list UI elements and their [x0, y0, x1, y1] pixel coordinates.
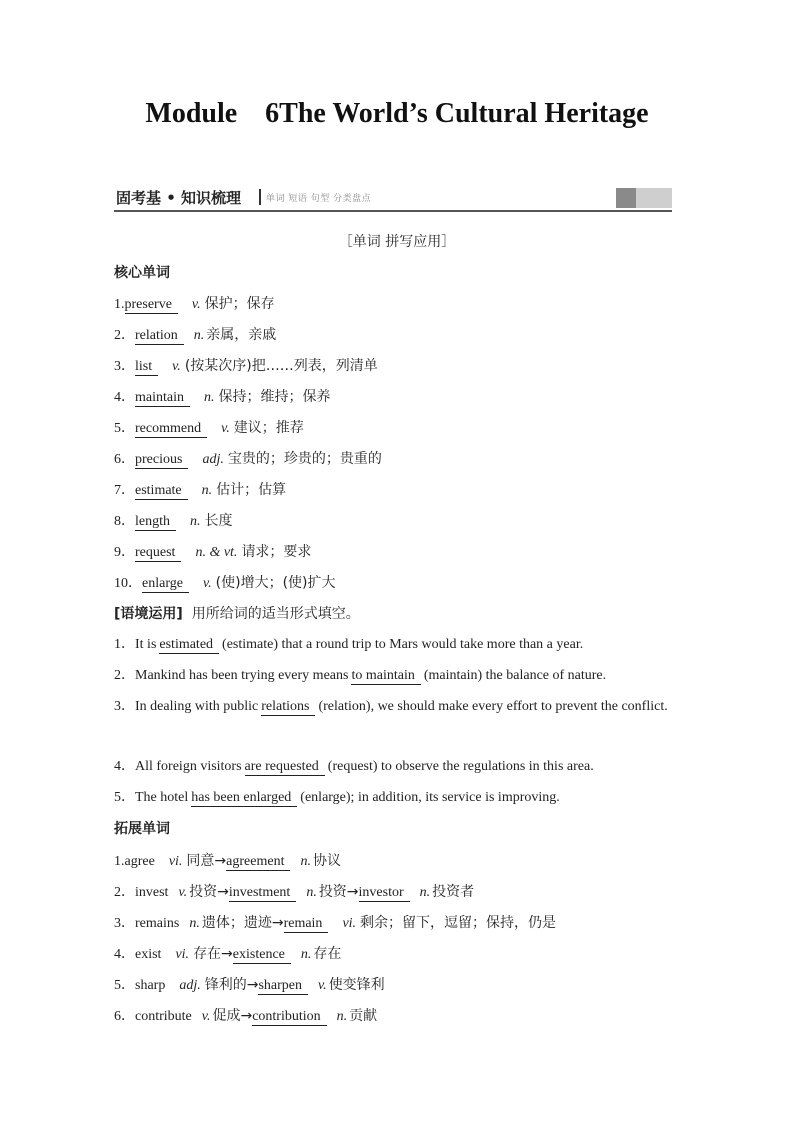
item-number: 6．	[114, 1009, 135, 1024]
part-of-speech: n.	[306, 885, 317, 900]
core-item	[114, 479, 286, 500]
item-number: 4．	[114, 390, 135, 405]
answer-blank: sharpen	[258, 978, 308, 995]
answer-blank: estimate	[135, 483, 188, 500]
meaning: 投资者	[432, 884, 475, 900]
item-number: 5．	[114, 978, 135, 993]
extended-item	[114, 1005, 377, 1026]
extended-item	[114, 881, 474, 902]
meaning: 存在→	[193, 946, 233, 962]
answer-blank: enlarge	[142, 576, 189, 593]
answer-blank: maintain	[135, 390, 190, 407]
item-number: 1．	[114, 637, 135, 652]
meaning: 投资→	[318, 884, 359, 900]
item-number: 2．	[114, 668, 135, 683]
part-of-speech: v.	[202, 576, 212, 591]
answer-blank: length	[135, 514, 176, 531]
banner-title: 固考基 • 知识梳理	[116, 189, 242, 207]
meaning: 遗体；遗迹→	[201, 915, 284, 931]
answer-blank: relation	[135, 328, 184, 345]
answer-blank: investment	[229, 885, 296, 902]
item-number: 3．	[114, 359, 135, 374]
sentence-after: (enlarge); in addition, its service is improving.	[300, 790, 560, 805]
sentence-after: (estimate) that a round trip to Mars would take more than a year.	[222, 637, 584, 652]
part-of-speech: n.	[336, 1009, 348, 1024]
item-number: 7．	[114, 483, 135, 498]
sentence-before: The hotel	[135, 790, 189, 805]
core-item	[114, 324, 276, 345]
core-words-heading: 核心单词	[114, 265, 170, 281]
core-item	[114, 541, 311, 562]
page-title: Module 6The World’s Cultural Heritage	[145, 98, 649, 129]
part-of-speech: n.	[204, 390, 215, 405]
meaning: 建议；推荐	[233, 420, 304, 436]
sentence-before: It is	[135, 637, 157, 652]
sentence-before: In dealing with public	[135, 699, 259, 714]
answer-blank: remain	[284, 916, 329, 933]
extended-item	[114, 974, 385, 995]
answer-blank: has been enlarged	[191, 790, 297, 807]
meaning: 亲属，亲戚	[206, 327, 277, 343]
part-of-speech: v.	[172, 359, 181, 374]
part-of-speech: vi.	[342, 916, 357, 931]
extended-words-heading: 拓展单词	[114, 821, 170, 837]
part-of-speech: n. & vt.	[195, 545, 238, 560]
answer-blank: precious	[135, 452, 188, 469]
core-item	[114, 386, 331, 407]
sentence-before: All foreign visitors	[135, 759, 242, 774]
base-word: invest	[135, 885, 169, 900]
banner-subtitle: 单词 短语 句型 分类盘点	[266, 194, 372, 204]
item-number: 1.	[114, 854, 125, 869]
base-word: exist	[135, 947, 162, 962]
item-number: 3．	[114, 699, 135, 714]
core-item	[114, 355, 378, 376]
part-of-speech: adj.	[179, 978, 201, 993]
sentence-before: Mankind has been trying every means	[135, 668, 349, 683]
part-of-speech: v.	[201, 1009, 211, 1024]
extended-item	[114, 850, 341, 871]
meaning: 剩余；留下，逗留；保持，仍是	[360, 915, 557, 931]
section-heading: ［单词 拼写应用］	[338, 234, 456, 250]
context-item	[114, 630, 670, 660]
part-of-speech: vi.	[168, 854, 183, 869]
answer-blank: list	[135, 359, 158, 376]
meaning: 使变锋利	[328, 977, 385, 993]
context-heading-line	[114, 603, 360, 623]
item-number: 6．	[114, 452, 135, 467]
core-item	[114, 293, 275, 314]
answer-blank: existence	[233, 947, 291, 964]
item-number: 8．	[114, 514, 135, 529]
answer-blank: agreement	[226, 854, 290, 871]
sentence-after: (maintain) the balance of nature.	[423, 668, 607, 683]
part-of-speech: n.	[300, 947, 312, 962]
part-of-speech: v.	[191, 297, 201, 312]
meaning: 长度	[204, 513, 233, 529]
meaning: 同意→	[186, 853, 227, 869]
banner-decoration-dark	[616, 188, 636, 208]
context-instruction: 用所给词的适当形式填空。	[191, 606, 360, 622]
meaning: 协议	[312, 853, 341, 869]
answer-blank: to maintain	[351, 668, 420, 685]
item-number: 3．	[114, 916, 135, 931]
item-number: 10．	[114, 576, 142, 591]
part-of-speech: n.	[300, 854, 311, 869]
section-banner	[114, 186, 672, 212]
meaning: 锋利的→	[204, 977, 259, 993]
meaning: 投资→	[189, 884, 229, 900]
sentence-after: (relation), we should make every effort to prevent the conflict.	[318, 699, 668, 714]
item-number: 2．	[114, 328, 135, 343]
meaning: 估计；估算	[216, 482, 287, 498]
meaning: 请求；要求	[241, 544, 312, 560]
part-of-speech: n.	[190, 514, 201, 529]
answer-blank: preserve	[125, 297, 178, 314]
part-of-speech: n.	[189, 916, 200, 931]
answer-blank: recommend	[135, 421, 207, 438]
part-of-speech: n.	[201, 483, 213, 498]
context-heading: [语境运用]	[114, 606, 183, 622]
context-item	[114, 692, 670, 722]
item-number: 5．	[114, 790, 135, 805]
meaning: 保持；维持；保养	[218, 389, 331, 405]
meaning: (使)增大；(使)扩大	[215, 575, 336, 591]
item-number: 4．	[114, 759, 135, 774]
part-of-speech: v.	[221, 421, 230, 436]
meaning: (按某次序)把……列表，列清单	[184, 358, 378, 374]
core-item	[114, 417, 304, 438]
banner-divider	[259, 189, 261, 205]
context-item	[114, 661, 670, 691]
base-word: contribute	[135, 1009, 192, 1024]
item-number: 9．	[114, 545, 135, 560]
meaning: 宝贵的；珍贵的；贵重的	[227, 451, 382, 467]
item-number: 1.	[114, 297, 125, 312]
meaning: 保护；保存	[204, 296, 275, 312]
answer-blank: relations	[261, 699, 315, 716]
banner-decoration-light	[636, 188, 672, 208]
part-of-speech: n.	[419, 885, 431, 900]
part-of-speech: n.	[193, 328, 205, 343]
context-item	[114, 752, 670, 782]
answer-blank: are requested	[245, 759, 325, 776]
extended-item	[114, 912, 556, 933]
base-word: remains	[135, 916, 180, 931]
meaning: 促成→	[212, 1008, 253, 1024]
context-item	[114, 783, 670, 813]
meaning: 存在	[313, 946, 342, 962]
sentence-after: (request) to observe the regulations in this area.	[327, 759, 594, 774]
meaning: 贡献	[349, 1008, 378, 1024]
base-word: sharp	[135, 978, 166, 993]
core-item	[114, 572, 336, 593]
base-word: agree	[124, 854, 155, 869]
item-number: 2．	[114, 885, 135, 900]
extended-item	[114, 943, 341, 964]
part-of-speech: vi.	[175, 947, 190, 962]
answer-blank: estimated	[159, 637, 219, 654]
answer-blank: contribution	[252, 1009, 326, 1026]
answer-blank: request	[135, 545, 181, 562]
item-number: 4．	[114, 947, 135, 962]
part-of-speech: adj.	[202, 452, 224, 467]
core-item	[114, 510, 233, 531]
core-item	[114, 448, 382, 469]
part-of-speech: v.	[318, 978, 327, 993]
part-of-speech: v.	[178, 885, 188, 900]
answer-blank: investor	[359, 885, 410, 902]
item-number: 5．	[114, 421, 135, 436]
